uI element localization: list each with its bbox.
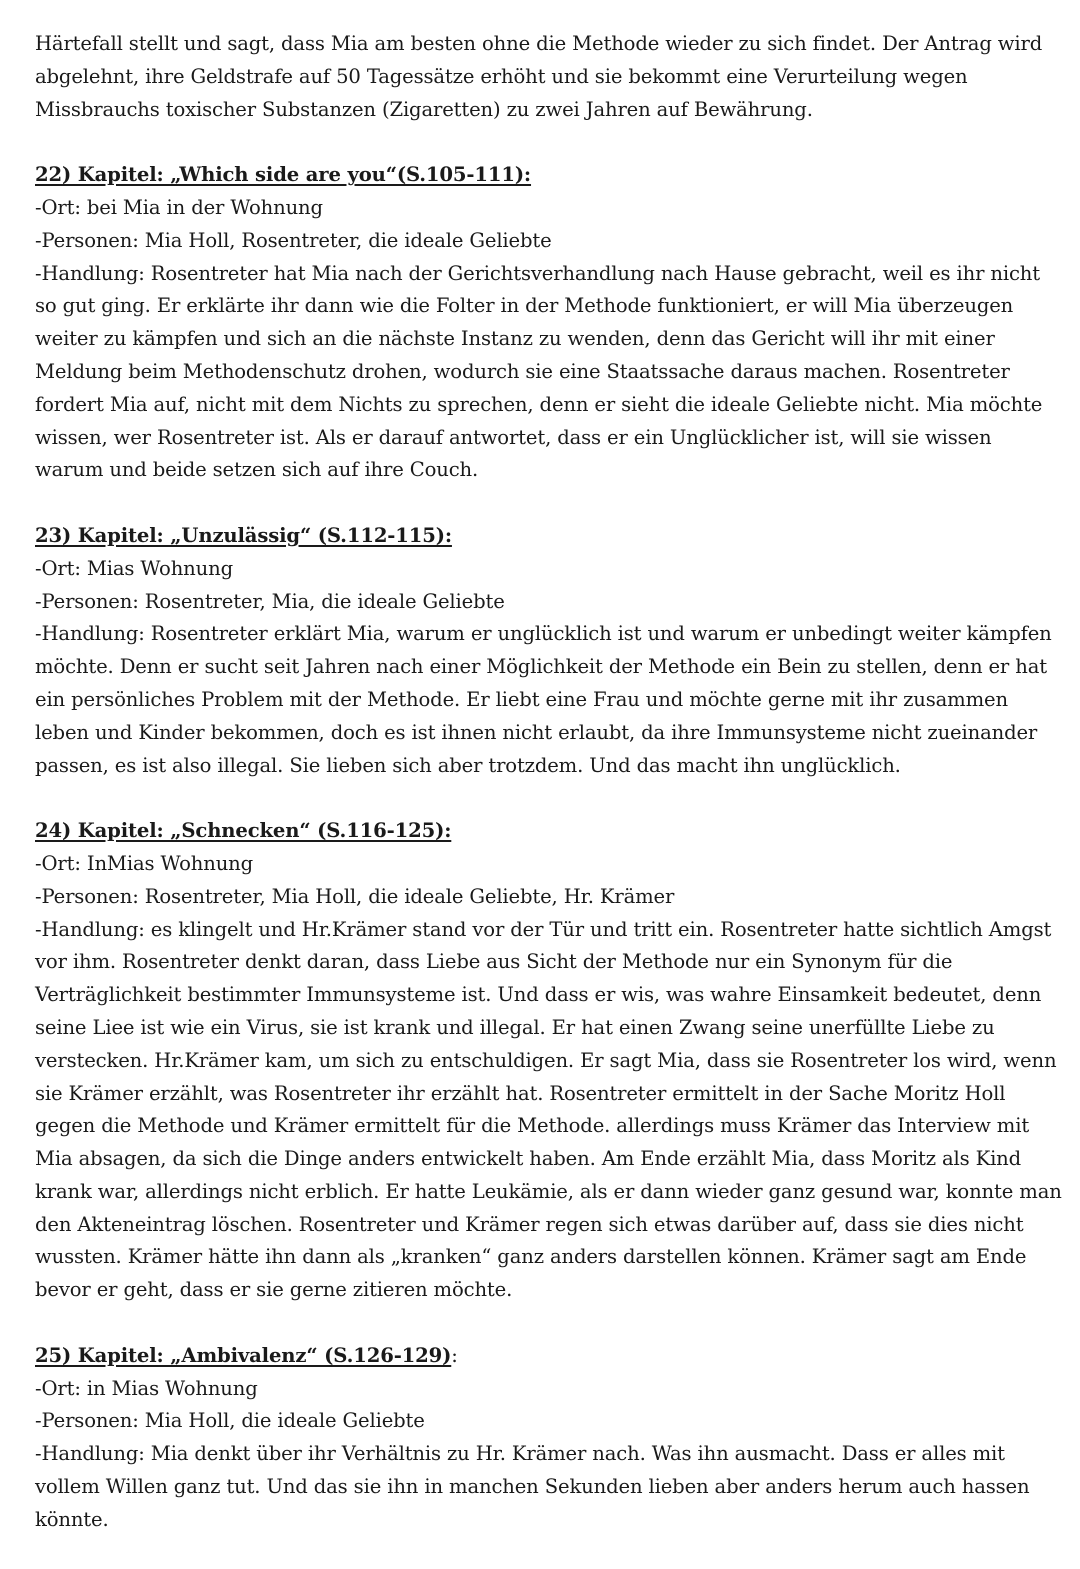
chapter-heading (35, 520, 1065, 553)
intro-paragraph: Härtefall stellt und sagt, dass Mia am besten ohne die Methode wieder zu sich findet. Der Antrag wird abgelehnt, ihre Geldstrafe auf 50 Tagessätze erhöht und sie bekommt eine Verurteilung wegen Missbrauchs toxischer Substanzen (Zigaretten) zu zwei Jahren auf Bewährung. (35, 32, 1043, 121)
chapter-handlung: -Handlung: Rosentreter hat Mia nach der Gerichtsverhandlung nach Hause gebracht, weil es ihr nicht so gut ging. Er erklärte ihr dann wie die Folter in der Methode funktioniert, er will Mia überzeugen weiter zu kämpfen und sich an die nächste Instanz zu wenden, denn das Gericht will ihr mit einer Meldung beim Methodenschutz drohen, wodurch sie eine Staatssache daraus machen. Rosentreter fordert Mia auf, nicht mit dem Nichts zu sprechen, denn er sieht die ideale Geliebte nicht. Mia möchte wissen, wer Rosentreter ist. Als er darauf antwortet, dass er ein Unglücklicher ist, will sie wissen warum und beide setzen sich auf ihre Couch. (35, 261, 1043, 482)
chapter-heading-colon: : (451, 1343, 458, 1367)
chapter-24 (35, 815, 1065, 1307)
chapter-heading-text: 22) Kapitel: „Which side are you“(S.105-111): (35, 163, 532, 187)
chapter-25 (35, 1340, 1065, 1537)
chapter-heading-text: 24) Kapitel: „Schnecken“ (S.116-125): (35, 819, 452, 843)
chapter-personen: -Personen: Mia Holl, die ideale Geliebte (35, 1409, 425, 1433)
chapter-ort: -Ort: InMias Wohnung (35, 851, 254, 875)
chapter-personen: -Personen: Mia Holl, Rosentreter, die ideale Geliebte (35, 228, 552, 252)
document-page (35, 28, 1065, 1569)
chapter-heading-text: 25) Kapitel: „Ambivalenz“ (S.126-129) (35, 1343, 452, 1367)
chapter-handlung: -Handlung: es klingelt und Hr.Krämer stand vor der Tür und tritt ein. Rosentreter hatte sichtlich Amgst vor ihm. Rosentreter denkt daran, dass Liebe aus Sicht der Methode nur ein Synonym für die Verträglichkeit bestimmter Immunsysteme ist. Und dass er wis, was wahre Einsamkeit bedeutet, denn seine Liee ist wie ein Virus, sie ist krank und illegal. Er hat einen Zwang seine unerfüllte Liebe zu verstecken. Hr.Krämer kam, um sich zu entschuldigen. Er sagt Mia, dass sie Rosentreter los wird, wenn sie Krämer erzählt, was Rosentreter ihr erzählt hat. Rosentreter ermittelt in der Sache Moritz Holl gegen die Methode und Krämer ermittelt für die Methode. allerdings muss Krämer das Interview mit Mia absagen, da sich die Dinge anders entwickelt haben. Am Ende erzählt Mia, dass Moritz als Kind krank war, allerdings nicht erblich. Er hatte Leukämie, als er dann wieder ganz gesund war, konnte man den Akteneintrag löschen. Rosentreter und Krämer regen sich etwas darüber auf, dass sie dies nicht wussten. Krämer hätte ihn dann als „kranken“ ganz anders darstellen können. Krämer sagt am Ende bevor er geht, dass er sie gerne zitieren möchte. (35, 917, 1062, 1302)
chapter-ort: -Ort: in Mias Wohnung (35, 1376, 258, 1400)
chapter-ort: -Ort: bei Mia in der Wohnung (35, 195, 323, 219)
chapter-heading-text: 23) Kapitel: „Unzulässig“ (S.112-115): (35, 523, 452, 547)
chapter-personen: -Personen: Rosentreter, Mia, die ideale Geliebte (35, 589, 505, 613)
chapter-22 (35, 159, 1065, 487)
chapter-ort: -Ort: Mias Wohnung (35, 556, 233, 580)
chapter-heading (35, 815, 1065, 848)
chapter-handlung: -Handlung: Mia denkt über ihr Verhältnis zu Hr. Krämer nach. Was ihn ausmacht. Dass er alles mit vollem Willen ganz tut. Und das sie ihn in manchen Sekunden lieben aber anders herum auch hassen könnte. (35, 1442, 1030, 1531)
chapter-23 (35, 520, 1065, 782)
chapter-heading (35, 1340, 1065, 1373)
chapter-handlung: -Handlung: Rosentreter erklärt Mia, warum er unglücklich ist und warum er unbedingt weiter kämpfen möchte. Denn er sucht seit Jahren nach einer Möglichkeit der Methode ein Bein zu stellen, denn er hat ein persönliches Problem mit der Methode. Er liebt eine Frau und möchte gerne mit ihr zusammen leben und Kinder bekommen, doch es ist ihnen nicht erlaubt, da ihre Immunsysteme nicht zueinander passen, es ist also illegal. Sie lieben sich aber trotzdem. Und das macht ihn unglücklich. (35, 622, 1052, 777)
chapter-personen: -Personen: Rosentreter, Mia Holl, die ideale Geliebte, Hr. Krämer (35, 884, 675, 908)
chapter-heading (35, 159, 1065, 192)
